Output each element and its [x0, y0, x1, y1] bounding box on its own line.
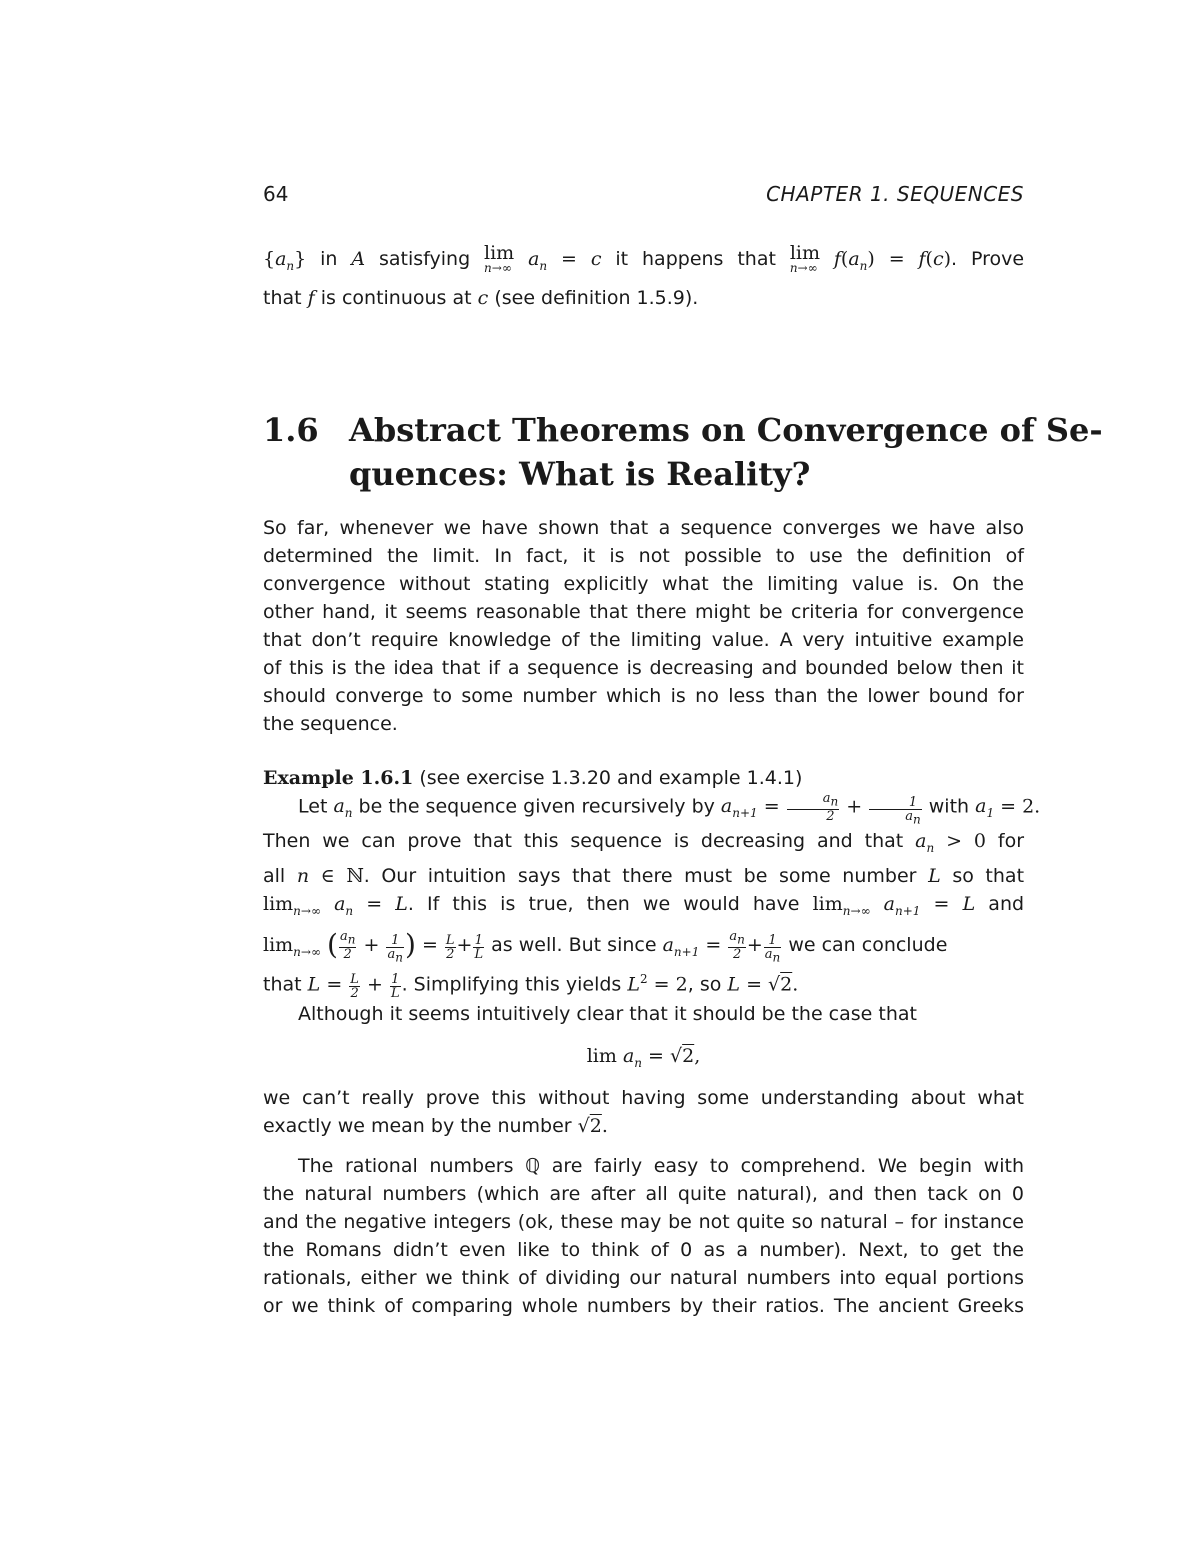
text-line: Then we can prove that this sequence is decreasing and that $a_n > 0$ for: [263, 830, 1025, 856]
display-equation: $\lim a_n = √2$,: [586, 1045, 701, 1071]
section-title-line-2: quences: What is Reality?: [349, 455, 811, 493]
text-line: and the negative integers (ok, these may be not quite so natural – for instance: [263, 1211, 1024, 1233]
section-number: 1.6: [263, 411, 319, 449]
page-number: 64: [263, 182, 289, 206]
rationals-paragraph: [263, 1152, 1024, 1320]
text-line: Let $a_n$ be the sequence given recursively by $a_{n+1}$ = $\frac{a_n}{2}$ + $\frac{1}{a_n}$ with $a_1 = 2$.: [298, 791, 1041, 827]
page-header: [263, 182, 1024, 210]
text-line: or we think of comparing whole numbers by their ratios. The ancient Greeks: [263, 1295, 1024, 1317]
text-line: rationals, either we think of dividing our natural numbers into equal portions: [263, 1267, 1024, 1289]
text-line: that f is continuous at c (see definition 1.5.9).: [263, 287, 699, 309]
text-line: convergence without stating explicitly what the limiting value is. On the: [263, 573, 1024, 595]
text-line: determined the limit. In fact, it is not possible to use the definition of: [263, 545, 1024, 567]
example-label: Example 1.6.1: [263, 767, 414, 789]
text-line: Although it seems intuitively clear that it should be the case that: [298, 1003, 917, 1026]
text-line: $\lim_{n\to\infty} a_n = L$. If this is true, then we would have $\lim_{n\to\infty} a_{n+1} = L$ and: [263, 893, 1025, 918]
text-line: should converge to some number which is no less than the lower bound for: [263, 685, 1024, 707]
text-line: So far, whenever we have shown that a sequence converges we have also: [263, 517, 1024, 539]
section-title-line-1: Abstract Theorems on Convergence of Se-: [349, 411, 1103, 449]
text-line: that L = $\frac{L}{2}$ + $\frac{1}{L}$ . Simplifying this yields $L^2 = 2$, so L = √2.: [263, 971, 799, 1002]
text-line: we can’t really prove this without having some understanding about what: [263, 1087, 1024, 1110]
limit-expression: lim n→∞: [789, 242, 820, 275]
text-line: that don’t require knowledge of the limiting value. A very intuitive example: [263, 629, 1024, 651]
text-line: other hand, it seems reasonable that there might be criteria for convergence: [263, 601, 1024, 623]
text-line: $\{a_n\}$ in A satisfying lim n→∞ $a_n = c$ it happens that lim n→∞ $f(a_n) = f(c)$. Prove: [263, 242, 1025, 275]
text-line: $\lim_{n\to\infty}$ ( $\frac{a_n}{2}$ + $\frac{1}{a_n}$ ) = $\frac{L}{2}$ + $\frac{1}{L}$ as well. But since $a_{n+1}$ = $\frac{a_n}{2}$ + $\frac{1}{a_n}$ we can conclude: [263, 927, 948, 965]
example-title: [263, 764, 1024, 792]
exercise-continuation: [263, 244, 1024, 312]
limit-expression: lim n→∞: [484, 242, 515, 275]
text-line: The rational numbers ℚ are fairly easy to comprehend. We begin with: [298, 1155, 1024, 1177]
text-line: of this is the idea that if a sequence is decreasing and bounded below then it: [263, 657, 1024, 679]
text-line: exactly we mean by the number √2.: [263, 1115, 608, 1138]
running-title: CHAPTER 1. SEQUENCES: [766, 182, 1024, 206]
text-line: the Romans didn’t even like to think of 0 as a number). Next, to get the: [263, 1239, 1024, 1261]
intro-paragraph: [263, 514, 1024, 738]
example-block: [263, 764, 1041, 1140]
text-line: the natural numbers (which are after all quite natural), and then tack on 0: [263, 1183, 1024, 1205]
example-reference: (see exercise 1.3.20 and example 1.4.1): [419, 767, 803, 789]
text-line: all n ∈ ℕ. Our intuition says that there must be some number L so that: [263, 865, 1025, 888]
text-line: the sequence.: [263, 713, 398, 735]
